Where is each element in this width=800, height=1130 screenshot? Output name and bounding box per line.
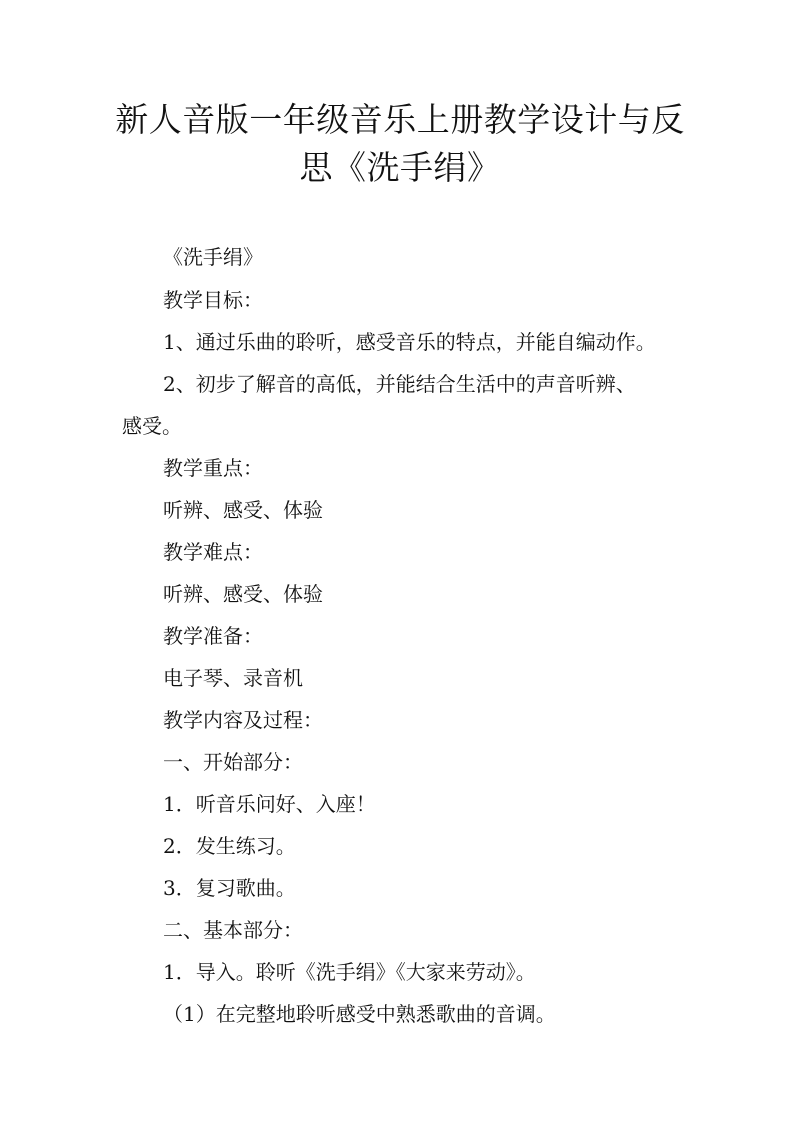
paragraph-goal-2-continuation: 感受。 (122, 414, 182, 438)
document-title-line-2: 思《洗手绢》 (299, 148, 501, 187)
paragraph-difficulties-heading: 教学难点： (163, 540, 263, 564)
paragraph-preparation: 电子琴、录音机 (163, 666, 303, 690)
paragraph-goal-1: 1、通过乐曲的聆听，感受音乐的特点，并能自编动作。 (163, 330, 656, 354)
document-title-line-1: 新人音版一年级音乐上册教学设计与反 (115, 100, 685, 139)
paragraph-section-2-step-1-sub-1: （1）在完整地聆听感受中熟悉歌曲的音调。 (163, 1002, 556, 1026)
paragraph-section-1-heading: 一、开始部分： (163, 750, 303, 774)
paragraph-teaching-goals-heading: 教学目标： (163, 288, 263, 312)
paragraph-key-points-heading: 教学重点： (163, 456, 263, 480)
paragraph-key-points: 听辨、感受、体验 (163, 498, 323, 522)
paragraph-difficulties: 听辨、感受、体验 (163, 582, 323, 606)
paragraph-step-3: 3．复习歌曲。 (163, 876, 296, 900)
paragraph-song-name: 《洗手绢》 (163, 245, 263, 269)
paragraph-section-2-step-1: 1．导入。聆听《洗手绢》《大家来劳动》。 (163, 960, 536, 984)
paragraph-step-2: 2．发生练习。 (163, 834, 296, 858)
paragraph-step-1: 1．听音乐问好、入座！ (163, 792, 376, 816)
paragraph-preparation-heading: 教学准备： (163, 624, 263, 648)
paragraph-content-heading: 教学内容及过程： (163, 708, 323, 732)
paragraph-section-2-heading: 二、基本部分： (163, 918, 303, 942)
paragraph-goal-2: 2、初步了解音的高低，并能结合生活中的声音听辨、 (163, 372, 636, 396)
